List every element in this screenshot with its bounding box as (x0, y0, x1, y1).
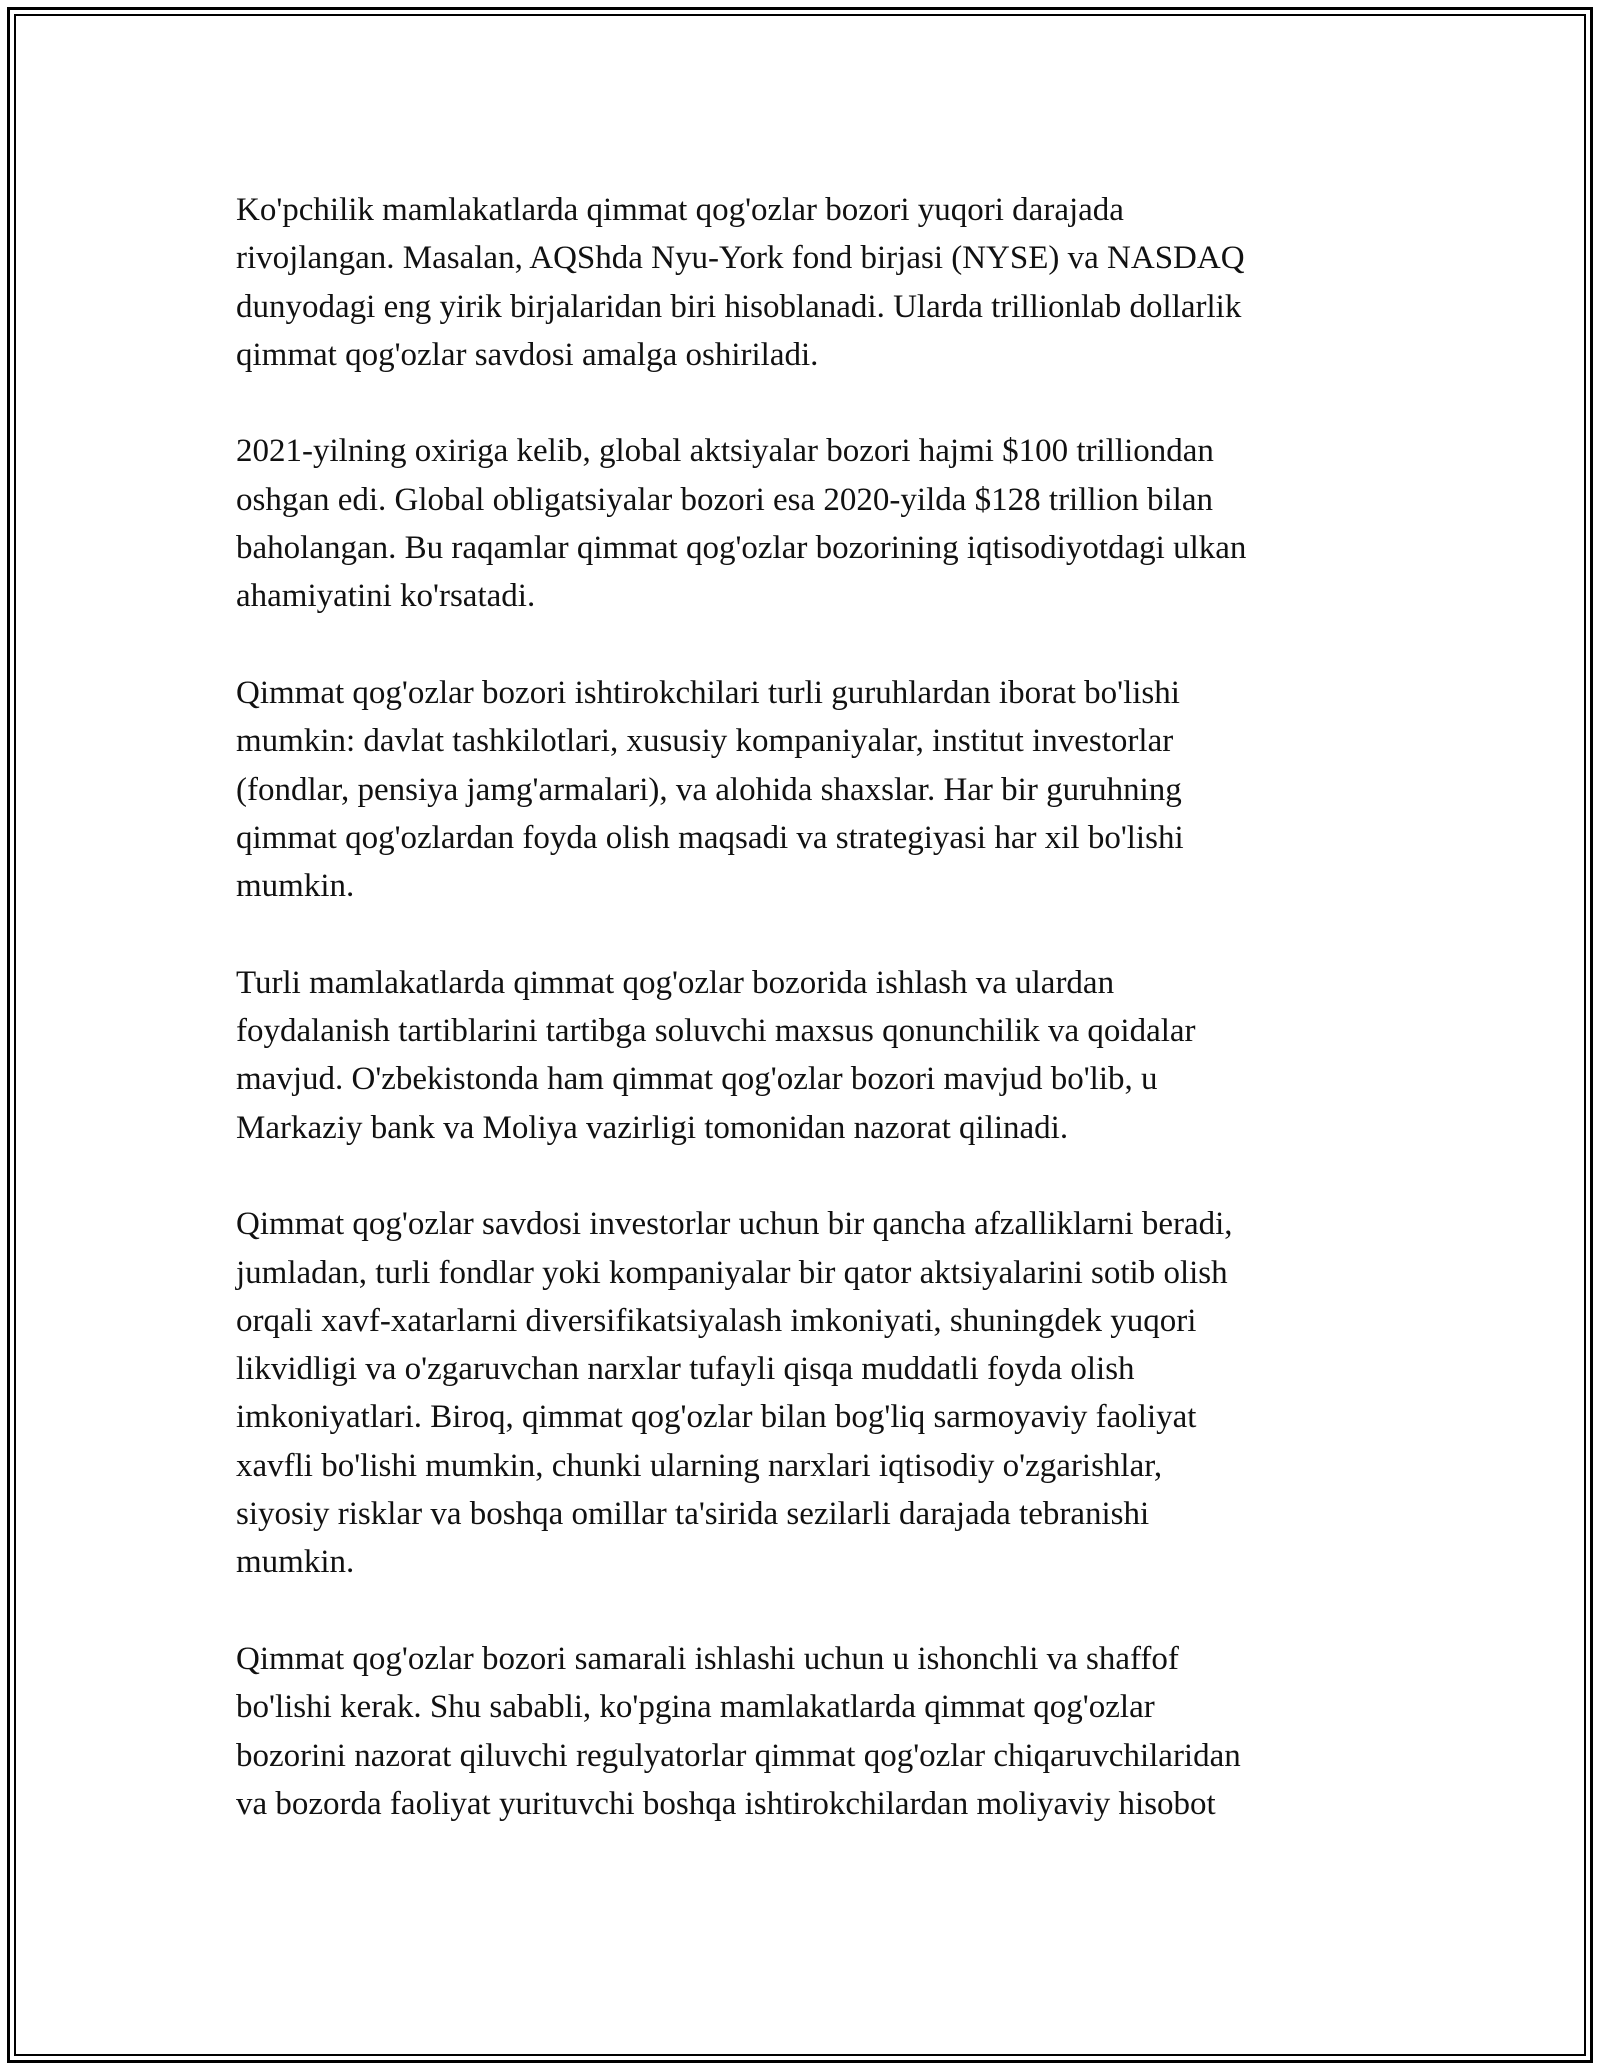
paragraph-market-participants: Qimmat qog'ozlar bozori ishtirokchilari turli guruhlardan iborat bo'lishi mumkin: davlat tashkilotlari, xususiy kompaniyalar, institut investorlar (fondlar, pensiya jamg'armalari), va alohida shaxslar. Har bir guruhning qimmat qog'ozlardan foyda olish maqsadi va strategiyasi har xil bo'lishi mumkin. (236, 674, 1184, 905)
paragraph-regulation: Turli mamlakatlarda qimmat qog'ozlar bozorida ishlash va ulardan foydalanish tartiblarini tartibga soluvchi maxsus qonunchilik va qoidalar mavjud. O'zbekistonda ham qimmat qog'ozlar bozori mavjud bo'lib, u Markaziy bank va Moliya vazirligi tomonidan nazorat qilinadi. (236, 964, 1196, 1146)
paragraph-transparency: Qimmat qog'ozlar bozori samarali ishlashi uchun u ishonchli va shaffof bo'lishi kerak. Shu sababli, ko'pgina mamlakatlarda qimmat qog'ozlar bozorini nazorat qiluvchi regulyatorlar qimmat qog'ozlar chiqaruvchilaridan va bozorda faoliyat yurituvchi boshqa ishtirokchilardan moliyaviy hisobot (236, 1640, 1241, 1822)
paragraph-nyse-nasdaq: Ko'pchilik mamlakatlarda qimmat qog'ozlar bozori yuqori darajada rivojlangan. Masalan, AQShda Nyu-York fond birjasi (NYSE) va NASDAQ dunyodagi eng yirik birjalaridan biri hisoblanadi. Ularda trillionlab dollarlik qimmat qog'ozlar savdosi amalga oshiriladi. (236, 192, 1245, 373)
paragraph-global-market-size: 2021-yilning oxiriga kelib, global aktsiyalar bozori hajmi $100 trilliondan oshgan edi. Global obligatsiyalar bozori esa 2020-yilda $128 trillion bilan baholangan. Bu raqamlar qimmat qog'ozlar bozorining iqtisodiyotdagi ulkan ahamiyatini ko'rsatadi. (236, 433, 1247, 615)
paragraph-advantages-risks: Qimmat qog'ozlar savdosi investorlar uchun bir qancha afzalliklarni beradi, jumladan, turli fondlar yoki kompaniyalar bir qator aktsiyalarini sotib olish orqali xavf-xatarlarni diversifikatsiyalash imkoniyati, shuningdek yuqori likvidligi va o'zgaruvchan narxlar tufayli qisqa muddatli foyda olish imkoniyatlari. Biroq, qimmat qog'ozlar bilan bog'liq sarmoyaviy faoliyat xavfli bo'lishi mumkin, chunki ularning narxlari iqtisodiy o'zgarishlar, siyosiy risklar va boshqa omillar ta'sirida sezilarli darajada tebranishi mumkin. (236, 1206, 1233, 1581)
document-body (236, 186, 1376, 1828)
